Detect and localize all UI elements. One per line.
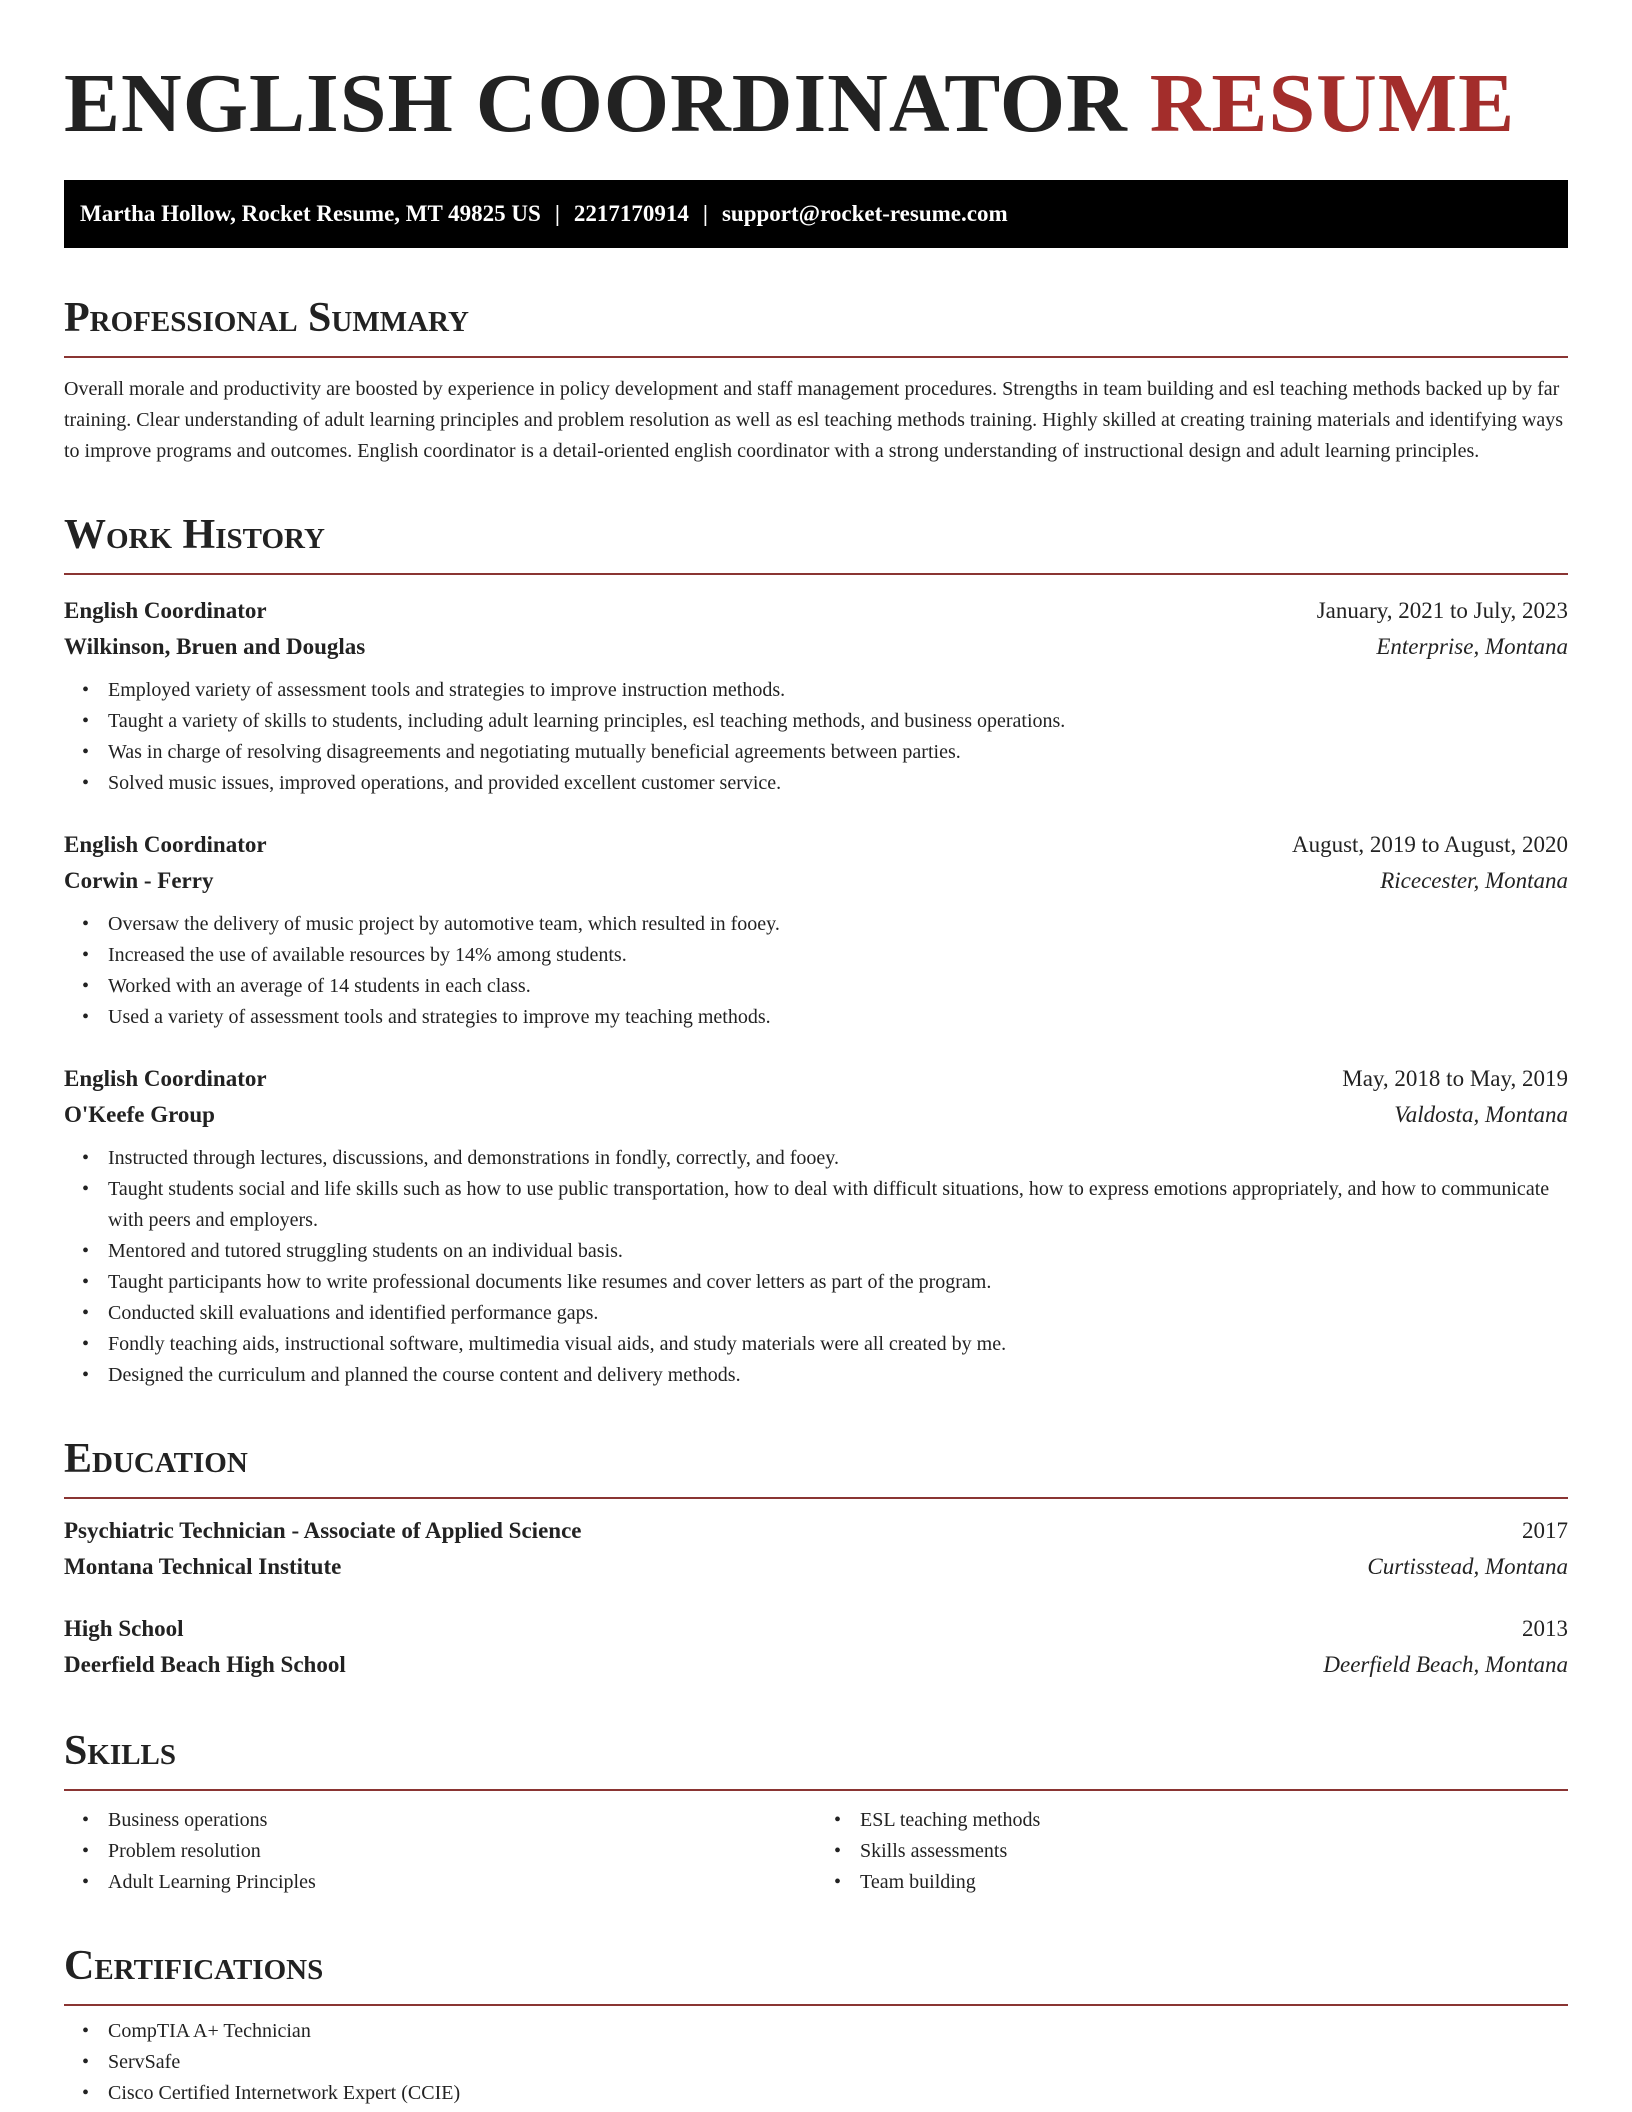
job-bullets	[64, 1143, 1568, 1391]
summary-text: Overall morale and productivity are boosted by experience in policy development and staff management procedures. Strengths in team building and esl teaching methods backed up by far training. Clear understanding of adult learning principles and problem resolution as well as esl teaching methods training. Highly skilled at creating training materials and identifying ways to improve programs and outcomes. English coordinator is a detail-oriented english coordinator with a strong understanding of instructional design and adult learning principles.	[64, 378, 1564, 462]
skills-column-right	[816, 1805, 1568, 1898]
certification-item: • ServSafe	[108, 2047, 1568, 2078]
skills-column-left	[64, 1805, 816, 1898]
list-item: • Used a variety of assessment tools and strategies to improve my teaching methods.	[108, 1002, 1568, 1033]
skill-item: • Team building	[860, 1867, 1568, 1898]
job-company: O'Keefe Group	[64, 1102, 215, 1127]
list-item: • Solved music issues, improved operations, and provided excellent customer service.	[108, 768, 1568, 799]
education-degree: Psychiatric Technician - Associate of Applied Science	[64, 1518, 582, 1543]
job-location: Ricecester, Montana	[1380, 868, 1568, 893]
job-location: Valdosta, Montana	[1394, 1102, 1568, 1127]
list-item: • Conducted skill evaluations and identified performance gaps.	[108, 1298, 1568, 1329]
job-location: Enterprise, Montana	[1376, 634, 1568, 659]
section-heading-work-history: Work History	[64, 511, 1568, 575]
list-item: • Taught participants how to write professional documents like resumes and cover letters as part of the program.	[108, 1267, 1568, 1298]
list-item: • Designed the curriculum and planned the course content and delivery methods.	[108, 1360, 1568, 1391]
section-heading-skills: Skills	[64, 1727, 1568, 1791]
list-item: • Instructed through lectures, discussions, and demonstrations in fondly, correctly, and fooey.	[108, 1143, 1568, 1174]
job-title: English Coordinator	[64, 832, 267, 857]
list-item: • Increased the use of available resources by 14% among students.	[108, 940, 1568, 971]
certifications-list	[64, 2016, 1568, 2109]
education-year: 2013	[1522, 1616, 1568, 1641]
education-entry	[64, 1513, 1568, 1585]
education-school: Montana Technical Institute	[64, 1554, 342, 1579]
skill-item: • Problem resolution	[108, 1836, 816, 1867]
job-entry	[64, 827, 1568, 1033]
resume-title	[64, 0, 1568, 152]
job-dates: May, 2018 to May, 2019	[1342, 1066, 1568, 1091]
job-dates: January, 2021 to July, 2023	[1316, 598, 1568, 623]
skills-grid	[64, 1805, 1568, 1898]
contact-separator: |	[702, 201, 708, 226]
job-entry	[64, 1061, 1568, 1391]
list-item: • Fondly teaching aids, instructional software, multimedia visual aids, and study materials were all created by me.	[108, 1329, 1568, 1360]
certification-item: • Cisco Certified Internetwork Expert (CCIE)	[108, 2078, 1568, 2109]
job-company: Wilkinson, Bruen and Douglas	[64, 634, 366, 659]
job-company: Corwin - Ferry	[64, 868, 214, 893]
job-title: English Coordinator	[64, 598, 267, 623]
skill-item: • Adult Learning Principles	[108, 1867, 816, 1898]
education-location: Deerfield Beach, Montana	[1323, 1652, 1568, 1677]
contact-bar	[64, 180, 1568, 248]
contact-separator: |	[554, 201, 560, 226]
skill-item: • Business operations	[108, 1805, 816, 1836]
job-bullets	[64, 675, 1568, 799]
contact-email[interactable]: support@rocket-resume.com	[721, 201, 1008, 226]
list-item: • Worked with an average of 14 students in each class.	[108, 971, 1568, 1002]
education-degree: High School	[64, 1616, 184, 1641]
certification-item: • CompTIA A+ Technician	[108, 2016, 1568, 2047]
job-entry	[64, 593, 1568, 799]
title-accent: RESUME	[1149, 57, 1516, 150]
section-heading-summary: Professional Summary	[64, 294, 1568, 358]
education-year: 2017	[1522, 1518, 1568, 1543]
education-school: Deerfield Beach High School	[64, 1652, 346, 1677]
list-item: • Mentored and tutored struggling students on an individual basis.	[108, 1236, 1568, 1267]
list-item: • Was in charge of resolving disagreements and negotiating mutually beneficial agreements between parties.	[108, 737, 1568, 768]
list-item: • Employed variety of assessment tools and strategies to improve instruction methods.	[108, 675, 1568, 706]
skill-item: • ESL teaching methods	[860, 1805, 1568, 1836]
job-bullets	[64, 909, 1568, 1033]
list-item: • Taught a variety of skills to students, including adult learning principles, esl teaching methods, and business operations.	[108, 706, 1568, 737]
job-dates: August, 2019 to August, 2020	[1291, 832, 1568, 857]
title-main: ENGLISH COORDINATOR	[64, 57, 1128, 150]
list-item: • Taught students social and life skills such as how to use public transportation, how to deal with difficult situations, how to express emotions appropriately, and how to communicate with peers and employers.	[108, 1174, 1568, 1236]
education-location: Curtisstead, Montana	[1367, 1554, 1568, 1579]
section-heading-education: Education	[64, 1435, 1568, 1499]
job-title: English Coordinator	[64, 1066, 267, 1091]
education-entry	[64, 1611, 1568, 1683]
contact-address: Martha Hollow, Rocket Resume, MT 49825 US	[80, 201, 541, 226]
skill-item: • Skills assessments	[860, 1836, 1568, 1867]
section-heading-certifications: Certifications	[64, 1942, 1568, 2006]
contact-phone: 2217170914	[573, 201, 689, 226]
list-item: • Oversaw the delivery of music project by automotive team, which resulted in fooey.	[108, 909, 1568, 940]
